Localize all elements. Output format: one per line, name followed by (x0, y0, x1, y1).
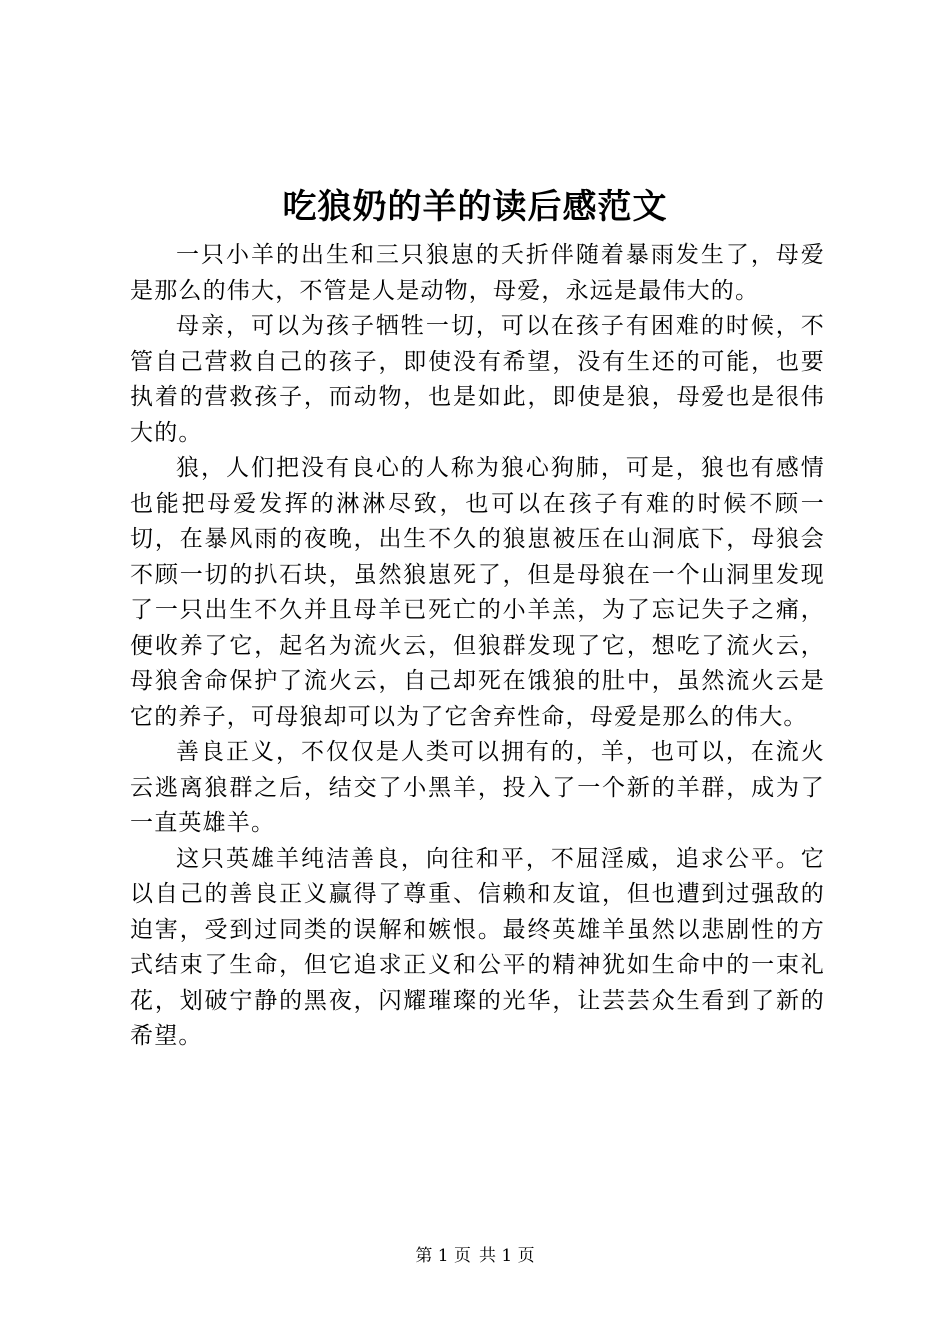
paragraph-4: 善良正义，不仅仅是人类可以拥有的，羊，也可以，在流火云逃离狼群之后，结交了小黑羊，投入了一个新的羊群，成为了一直英雄羊。 (130, 739, 825, 836)
document-title: 吃狼奶的羊的读后感范文 (282, 187, 668, 227)
paragraph-5: 这只英雄羊纯洁善良，向往和平，不屈淫威，追求公平。它以自己的善良正义赢得了尊重、信赖和友谊，但也遭到过强敌的迫害，受到过同类的误解和嫉恨。最终英雄羊虽然以悲剧性的方式结束了生命，但它追求正义和公平的精神犹如生命中的一束礼花，划破宁静的黑夜，闪耀璀璨的光华，让芸芸众生看到了新的希望。 (130, 845, 825, 1049)
paragraph-2: 母亲，可以为孩子牺牲一切，可以在孩子有困难的时候，不管自己营救自己的孩子，即使没有希望，没有生还的可能，也要执着的营救孩子，而动物，也是如此，即使是狼，母爱也是很伟大的。 (130, 313, 825, 446)
paragraph-1: 一只小羊的出生和三只狼崽的夭折伴随着暴雨发生了，母爱是那么的伟大，不管是人是动物，母爱，永远是最伟大的。 (130, 242, 825, 304)
page-total: 共 1 页 (479, 1246, 535, 1266)
page-number: 第 1 页 (415, 1246, 471, 1266)
paragraph-3: 狼，人们把没有良心的人称为狼心狗肺，可是，狼也有感情也能把母爱发挥的淋淋尽致，也可以在孩子有难的时候不顾一切，在暴风雨的夜晚，出生不久的狼崽被压在山洞底下，母狼会不顾一切的扒石块，虽然狼崽死了，但是母狼在一个山洞里发现了一只出生不久并且母羊已死亡的小羊羔，为了忘记失子之痛，便收养了它，起名为流火云，但狼群发现了它，想吃了流火云，母狼舍命保护了流火云，自己却死在饿狼的肚中，虽然流火云是它的养子，可母狼却可以为了它舍弃性命，母爱是那么的伟大。 (130, 455, 825, 730)
document-body (130, 238, 825, 1055)
page-footer (0, 1244, 950, 1268)
